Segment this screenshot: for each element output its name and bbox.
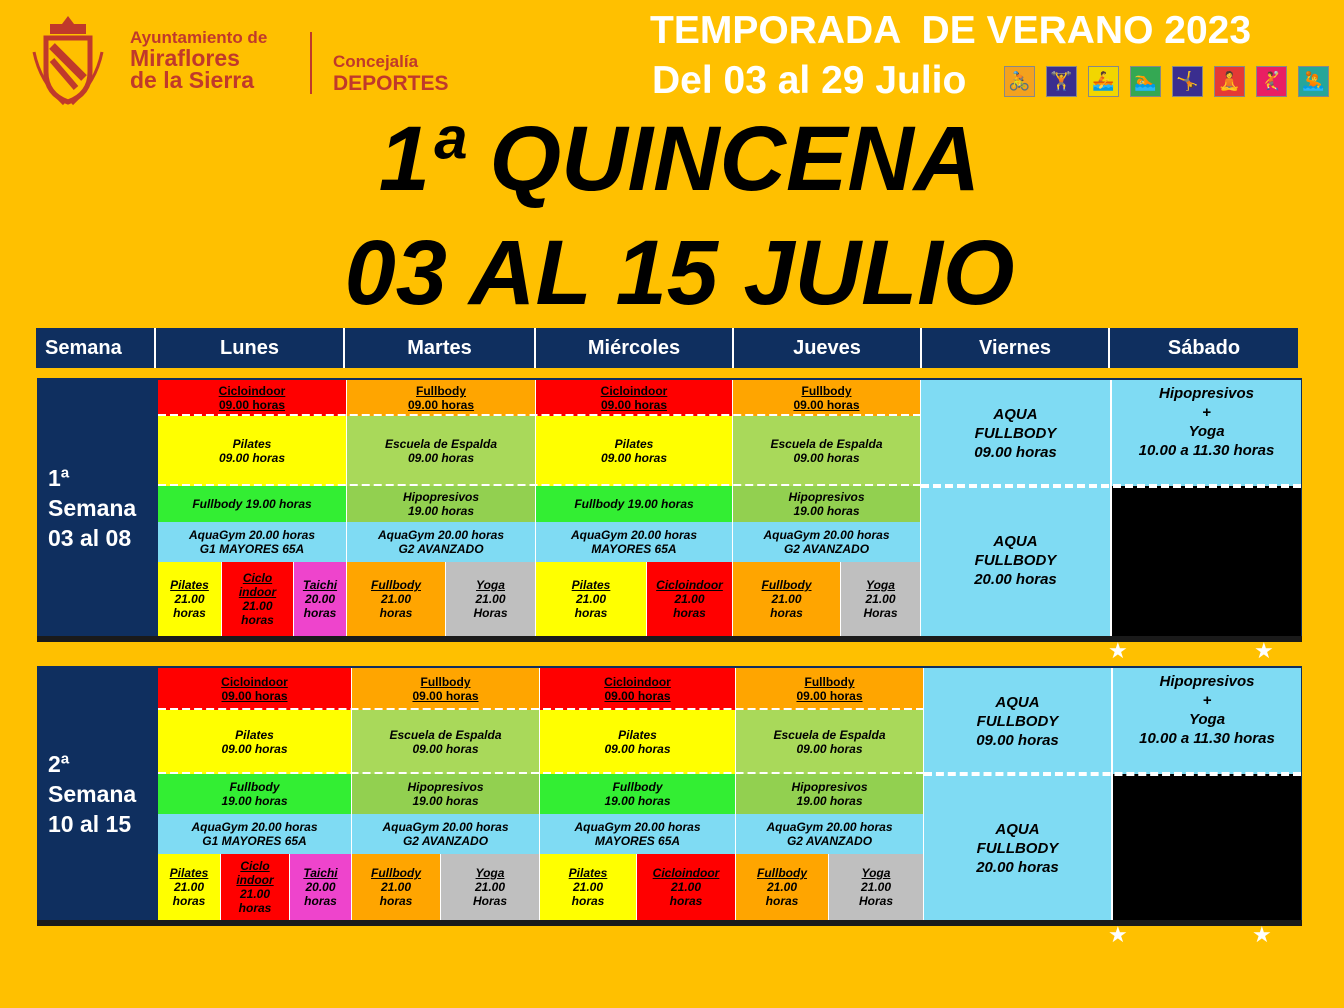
swimming-icon: 🏊 xyxy=(1130,66,1161,97)
activity-time: 09.00 horas xyxy=(600,398,668,412)
evening-activity-cell xyxy=(158,562,222,636)
activity-name: Escuela de Espalda xyxy=(384,437,498,451)
activity-unit: horas xyxy=(304,894,337,908)
activity-time: G2 AVANZADO xyxy=(783,542,870,556)
activity-name: AQUA xyxy=(995,821,1040,838)
evening-activity-cell xyxy=(347,562,446,636)
activity-name: Yoga xyxy=(866,578,895,592)
activity-cell xyxy=(736,668,924,710)
activity-time: 19.00 horas xyxy=(793,504,860,518)
activity-time: 09.00 horas xyxy=(976,731,1059,749)
activity-cell xyxy=(540,814,736,854)
activity-name: Pilates xyxy=(571,578,611,592)
activity-time: 20.00 horas xyxy=(976,859,1059,876)
activity-cell xyxy=(352,774,540,814)
saturday-empty-block xyxy=(1113,774,1301,920)
activity-name: Fullbody xyxy=(612,780,663,794)
col-header-viernes: Viernes xyxy=(922,328,1110,368)
activity-time: 09.00 horas xyxy=(407,398,475,412)
activity-time: 09.00 horas xyxy=(793,398,860,412)
activity-time: 20.00 horas xyxy=(974,571,1057,588)
activity-name: Fullbody xyxy=(804,675,855,689)
col-header-lunes: Lunes xyxy=(156,328,345,368)
evening-activity-cell xyxy=(736,854,829,920)
week-word: Semana xyxy=(48,495,137,521)
activity-name: Yoga xyxy=(1188,423,1225,440)
activity-name: Yoga xyxy=(475,866,505,880)
activity-time: 21.00 xyxy=(380,592,412,606)
week-range: 03 al 08 xyxy=(48,525,132,551)
activity-cell xyxy=(158,380,347,416)
dept-line2: DEPORTES xyxy=(333,72,449,95)
activity-time: 09.00 horas xyxy=(218,398,286,412)
activity-time: 09.00 horas xyxy=(412,689,479,703)
activity-name: AQUA xyxy=(993,405,1038,423)
activity-name: Hipopresivos xyxy=(1158,385,1255,402)
week-label xyxy=(38,668,157,920)
activity-name: Cicloindoor xyxy=(600,384,668,398)
activity-time: 21.00 xyxy=(865,592,896,606)
friday-aqua-morning xyxy=(921,380,1112,486)
activity-cell xyxy=(733,416,921,486)
evening-activity-cell xyxy=(841,562,921,636)
activity-cell xyxy=(352,710,540,774)
activity-name: AquaGym 20.00 horas xyxy=(382,820,509,834)
activity-cell xyxy=(158,486,347,522)
kayak-icon: 🚣 xyxy=(1088,66,1119,97)
decorative-star-icon: ★ xyxy=(1108,922,1128,947)
activity-cell xyxy=(733,522,921,562)
activity-time: 21.00 xyxy=(674,592,705,606)
activity-time: 21.00 xyxy=(239,887,271,901)
evening-activity-cell xyxy=(352,854,441,920)
activity-name: AquaGym 20.00 horas xyxy=(766,820,893,834)
activity-cell xyxy=(352,814,540,854)
activity-name: FULLBODY xyxy=(976,840,1059,857)
activity-name: FULLBODY xyxy=(976,712,1059,730)
activity-time: 09.00 horas xyxy=(796,742,863,756)
activity-time: 21.00 xyxy=(575,592,607,606)
season-title: TEMPORADA DE VERANO 2023 xyxy=(650,9,1252,52)
activity-unit: Horas xyxy=(863,606,898,620)
friday-saturday-divider xyxy=(921,484,1301,488)
activity-unit: horas xyxy=(574,606,608,620)
activity-name: FULLBODY xyxy=(974,424,1057,442)
activity-name: Escuela de Espalda xyxy=(773,728,886,742)
week-number: 2ª xyxy=(48,751,70,777)
activity-unit: horas xyxy=(303,606,337,620)
saturday-empty-block xyxy=(1112,486,1301,636)
cycling-icon: 🚴 xyxy=(1004,66,1035,97)
activity-name: Cicloindoor xyxy=(656,578,723,592)
activity-cell xyxy=(736,774,924,814)
activity-time: 09.00 horas xyxy=(221,742,288,756)
activity-name: Cicloindoor xyxy=(652,866,720,880)
evening-activity-cell xyxy=(733,562,841,636)
activity-time: 09.00 horas xyxy=(407,451,475,465)
activity-time: 19.00 horas xyxy=(604,794,671,808)
friday-aqua-evening xyxy=(921,486,1112,636)
activity-name: AQUA xyxy=(993,533,1038,550)
activity-name: Fullbody 19.00 horas xyxy=(574,497,694,511)
activity-name: FULLBODY xyxy=(974,552,1057,569)
saturday-hipopresivos-yoga xyxy=(1112,380,1301,486)
activity-cell xyxy=(536,416,733,486)
activity-name: Hipopresivos xyxy=(791,780,868,794)
org-line3: de la Sierra xyxy=(130,67,255,93)
evening-activity-cell xyxy=(446,562,536,636)
activity-cell xyxy=(158,774,352,814)
activity-cell xyxy=(158,668,352,710)
main-title-line1: 1ª QUINCENA xyxy=(378,108,981,210)
activity-time: G2 AVANZADO xyxy=(402,834,489,848)
activity-name: Pilates xyxy=(235,728,274,742)
activity-name: AquaGym 20.00 horas xyxy=(191,820,318,834)
decorative-star-icon: ★ xyxy=(1252,922,1272,947)
activity-plus: + xyxy=(1202,404,1211,421)
activity-time: 19.00 horas xyxy=(796,794,863,808)
evening-activity-cell xyxy=(829,854,924,920)
week-number: 1ª xyxy=(48,465,70,491)
activity-cell xyxy=(347,416,536,486)
activity-time: G1 MAYORES 65A xyxy=(202,834,307,848)
activity-name: Fullbody 19.00 horas xyxy=(192,497,312,511)
activity-cell xyxy=(158,416,347,486)
org-line1: Ayuntamiento de xyxy=(130,28,268,47)
org-name xyxy=(130,29,267,91)
activity-name: AquaGym 20.00 horas xyxy=(188,528,316,542)
dept-name xyxy=(333,52,449,96)
activity-time: 19.00 horas xyxy=(221,794,288,808)
activity-name: Pilates xyxy=(618,728,657,742)
activity-cell xyxy=(736,710,924,774)
evening-activity-cell xyxy=(540,854,637,920)
friday-aqua-morning xyxy=(924,668,1113,774)
column-header-bar xyxy=(36,328,1298,368)
evening-activity-cell xyxy=(222,562,294,636)
saturday-hipopresivos-yoga xyxy=(1113,668,1301,774)
activity-time: 10.00 a 11.30 horas xyxy=(1139,730,1275,747)
activity-time: G1 MAYORES 65A xyxy=(199,542,305,556)
activity-time: 21.00 xyxy=(670,880,702,894)
decorative-star-icon: ★ xyxy=(1108,638,1128,663)
activity-name: Cicloindoor xyxy=(604,675,671,689)
activity-time: 10.00 a 11.30 horas xyxy=(1138,442,1275,459)
activity-unit: horas xyxy=(379,606,413,620)
activity-name: Hipopresivos xyxy=(402,490,480,504)
activity-unit: horas xyxy=(765,894,799,908)
col-header-jueves: Jueves xyxy=(734,328,922,368)
activity-cell xyxy=(540,710,736,774)
col-header-miercoles: Miércoles xyxy=(536,328,734,368)
activity-unit: horas xyxy=(669,894,703,908)
activity-time: 09.00 horas xyxy=(600,451,668,465)
activity-unit: horas xyxy=(172,894,206,908)
col-header-sabado: Sábado xyxy=(1110,328,1298,368)
activity-name: Escuela de Espalda xyxy=(770,437,883,451)
activity-name: Yoga xyxy=(861,866,891,880)
activity-cell xyxy=(733,380,921,416)
evening-activity-cell xyxy=(441,854,540,920)
gymnastics-icon: 🤾 xyxy=(1256,66,1287,97)
activity-name: Cicloindoor xyxy=(221,675,288,689)
activity-name: Yoga xyxy=(1188,711,1226,728)
activity-time: G2 AVANZADO xyxy=(786,834,873,848)
coat-of-arms-icon xyxy=(30,12,106,110)
activity-time: G2 AVANZADO xyxy=(398,542,484,556)
activity-name: Fullbody xyxy=(801,384,852,398)
activity-name: Cicloindoor xyxy=(218,384,286,398)
activity-name: Pilates xyxy=(614,437,654,451)
activity-name: AquaGym 20.00 horas xyxy=(574,820,701,834)
evening-activity-cell xyxy=(294,562,347,636)
activity-time: 09.00 horas xyxy=(604,689,671,703)
activity-time: MAYORES 65A xyxy=(594,834,681,848)
activity-name: AquaGym 20.00 horas xyxy=(763,528,890,542)
main-title-line2: 03 AL 15 JULIO xyxy=(344,222,1015,324)
activity-name: AquaGym 20.00 horas xyxy=(570,528,698,542)
header-divider xyxy=(310,32,312,94)
yoga-icon: 🧘 xyxy=(1214,66,1245,97)
activity-time: 21.00 xyxy=(242,599,273,613)
activity-name: Yoga xyxy=(476,578,505,592)
aqua-icon: 🤽 xyxy=(1298,66,1329,97)
activity-cell xyxy=(158,814,352,854)
activity-time: 09.00 horas xyxy=(793,451,860,465)
activity-cell xyxy=(736,814,924,854)
activity-name: Pilates xyxy=(170,578,209,592)
activity-cell xyxy=(733,486,921,522)
activity-name: Hipopresivos xyxy=(407,780,484,794)
activity-name: Ciclo indoor xyxy=(236,859,274,887)
activity-time: 21.00 xyxy=(380,880,412,894)
org-line2: Miraflores xyxy=(130,45,240,71)
activity-cell xyxy=(352,668,540,710)
activity-time: 09.00 horas xyxy=(221,689,288,703)
activity-time: 09.00 horas xyxy=(604,742,671,756)
activity-cell xyxy=(536,486,733,522)
activity-time: 20.00 xyxy=(304,592,336,606)
activity-time: 09.00 horas xyxy=(412,742,479,756)
activity-name: Fullbody xyxy=(229,780,280,794)
activity-cell xyxy=(540,774,736,814)
dept-line1: Concejalía xyxy=(333,52,419,71)
week-word: Semana xyxy=(48,781,137,807)
activity-unit: horas xyxy=(379,894,413,908)
activity-unit: Horas xyxy=(473,606,508,620)
activity-cell xyxy=(536,380,733,416)
activity-time: 19.00 horas xyxy=(412,794,479,808)
col-header-martes: Martes xyxy=(345,328,536,368)
activity-unit: horas xyxy=(673,606,706,620)
activity-name: Fullbody xyxy=(416,384,466,398)
activity-name: Fullbody xyxy=(757,866,807,880)
activity-name: Ciclo indoor xyxy=(238,571,277,599)
friday-aqua-evening xyxy=(924,774,1113,920)
activity-time: 21.00 xyxy=(174,592,205,606)
activity-name: AQUA xyxy=(995,693,1040,711)
activity-name: Fullbody xyxy=(371,866,421,880)
activity-time: 09.00 horas xyxy=(796,689,863,703)
season-dates: Del 03 al 29 Julio xyxy=(652,59,967,102)
activity-name: Fullbody xyxy=(371,578,421,592)
activity-unit: Horas xyxy=(858,894,893,908)
pilates-icon: 🤸 xyxy=(1172,66,1203,97)
week-range: 10 al 15 xyxy=(48,811,132,837)
activity-name: Fullbody xyxy=(420,675,471,689)
activity-time: 21.00 xyxy=(771,592,802,606)
activity-time: 09.00 horas xyxy=(218,451,286,465)
activity-time: 09.00 horas xyxy=(974,443,1057,461)
activity-unit: horas xyxy=(173,606,206,620)
activity-name: Taichi xyxy=(302,578,338,592)
decorative-star-icon: ★ xyxy=(1254,638,1274,663)
activity-name: Pilates xyxy=(568,866,608,880)
activity-unit: horas xyxy=(238,901,272,915)
activity-time: 21.00 xyxy=(860,880,892,894)
activity-cell xyxy=(347,486,536,522)
activity-time: 19.00 horas xyxy=(407,504,475,518)
week-label xyxy=(38,380,157,636)
activity-name: Hipopresivos xyxy=(788,490,865,504)
activity-name: Hipopresivos xyxy=(1159,673,1255,690)
activity-plus: + xyxy=(1202,692,1212,709)
activity-cell xyxy=(540,668,736,710)
activity-name: Pilates xyxy=(169,866,209,880)
evening-activity-cell xyxy=(221,854,290,920)
col-header-semana: Semana xyxy=(36,328,156,368)
activity-name: Taichi xyxy=(303,866,338,880)
evening-activity-cell xyxy=(290,854,352,920)
evening-activity-cell xyxy=(158,854,221,920)
activity-cell xyxy=(158,522,347,562)
activity-unit: horas xyxy=(770,606,803,620)
activity-cell xyxy=(158,710,352,774)
activity-cell xyxy=(347,380,536,416)
friday-saturday-divider xyxy=(924,772,1301,776)
activity-time: 21.00 xyxy=(572,880,604,894)
activity-time: MAYORES 65A xyxy=(591,542,677,556)
activity-unit: horas xyxy=(241,613,274,627)
activity-cell xyxy=(536,522,733,562)
activity-time: 20.00 xyxy=(305,880,336,894)
activity-name: Pilates xyxy=(232,437,272,451)
activity-cell xyxy=(347,522,536,562)
activity-name: Escuela de Espalda xyxy=(389,728,502,742)
activity-time: 21.00 xyxy=(474,880,506,894)
activity-name: AquaGym 20.00 horas xyxy=(377,528,505,542)
activity-time: 21.00 xyxy=(475,592,506,606)
activity-time: 21.00 xyxy=(173,880,205,894)
activity-unit: Horas xyxy=(472,894,507,908)
activity-time: 21.00 xyxy=(766,880,798,894)
fitness-icon: 🏋 xyxy=(1046,66,1077,97)
evening-activity-cell xyxy=(536,562,647,636)
evening-activity-cell xyxy=(647,562,733,636)
activity-unit: horas xyxy=(571,894,605,908)
activity-name: Fullbody xyxy=(761,578,812,592)
evening-activity-cell xyxy=(637,854,736,920)
